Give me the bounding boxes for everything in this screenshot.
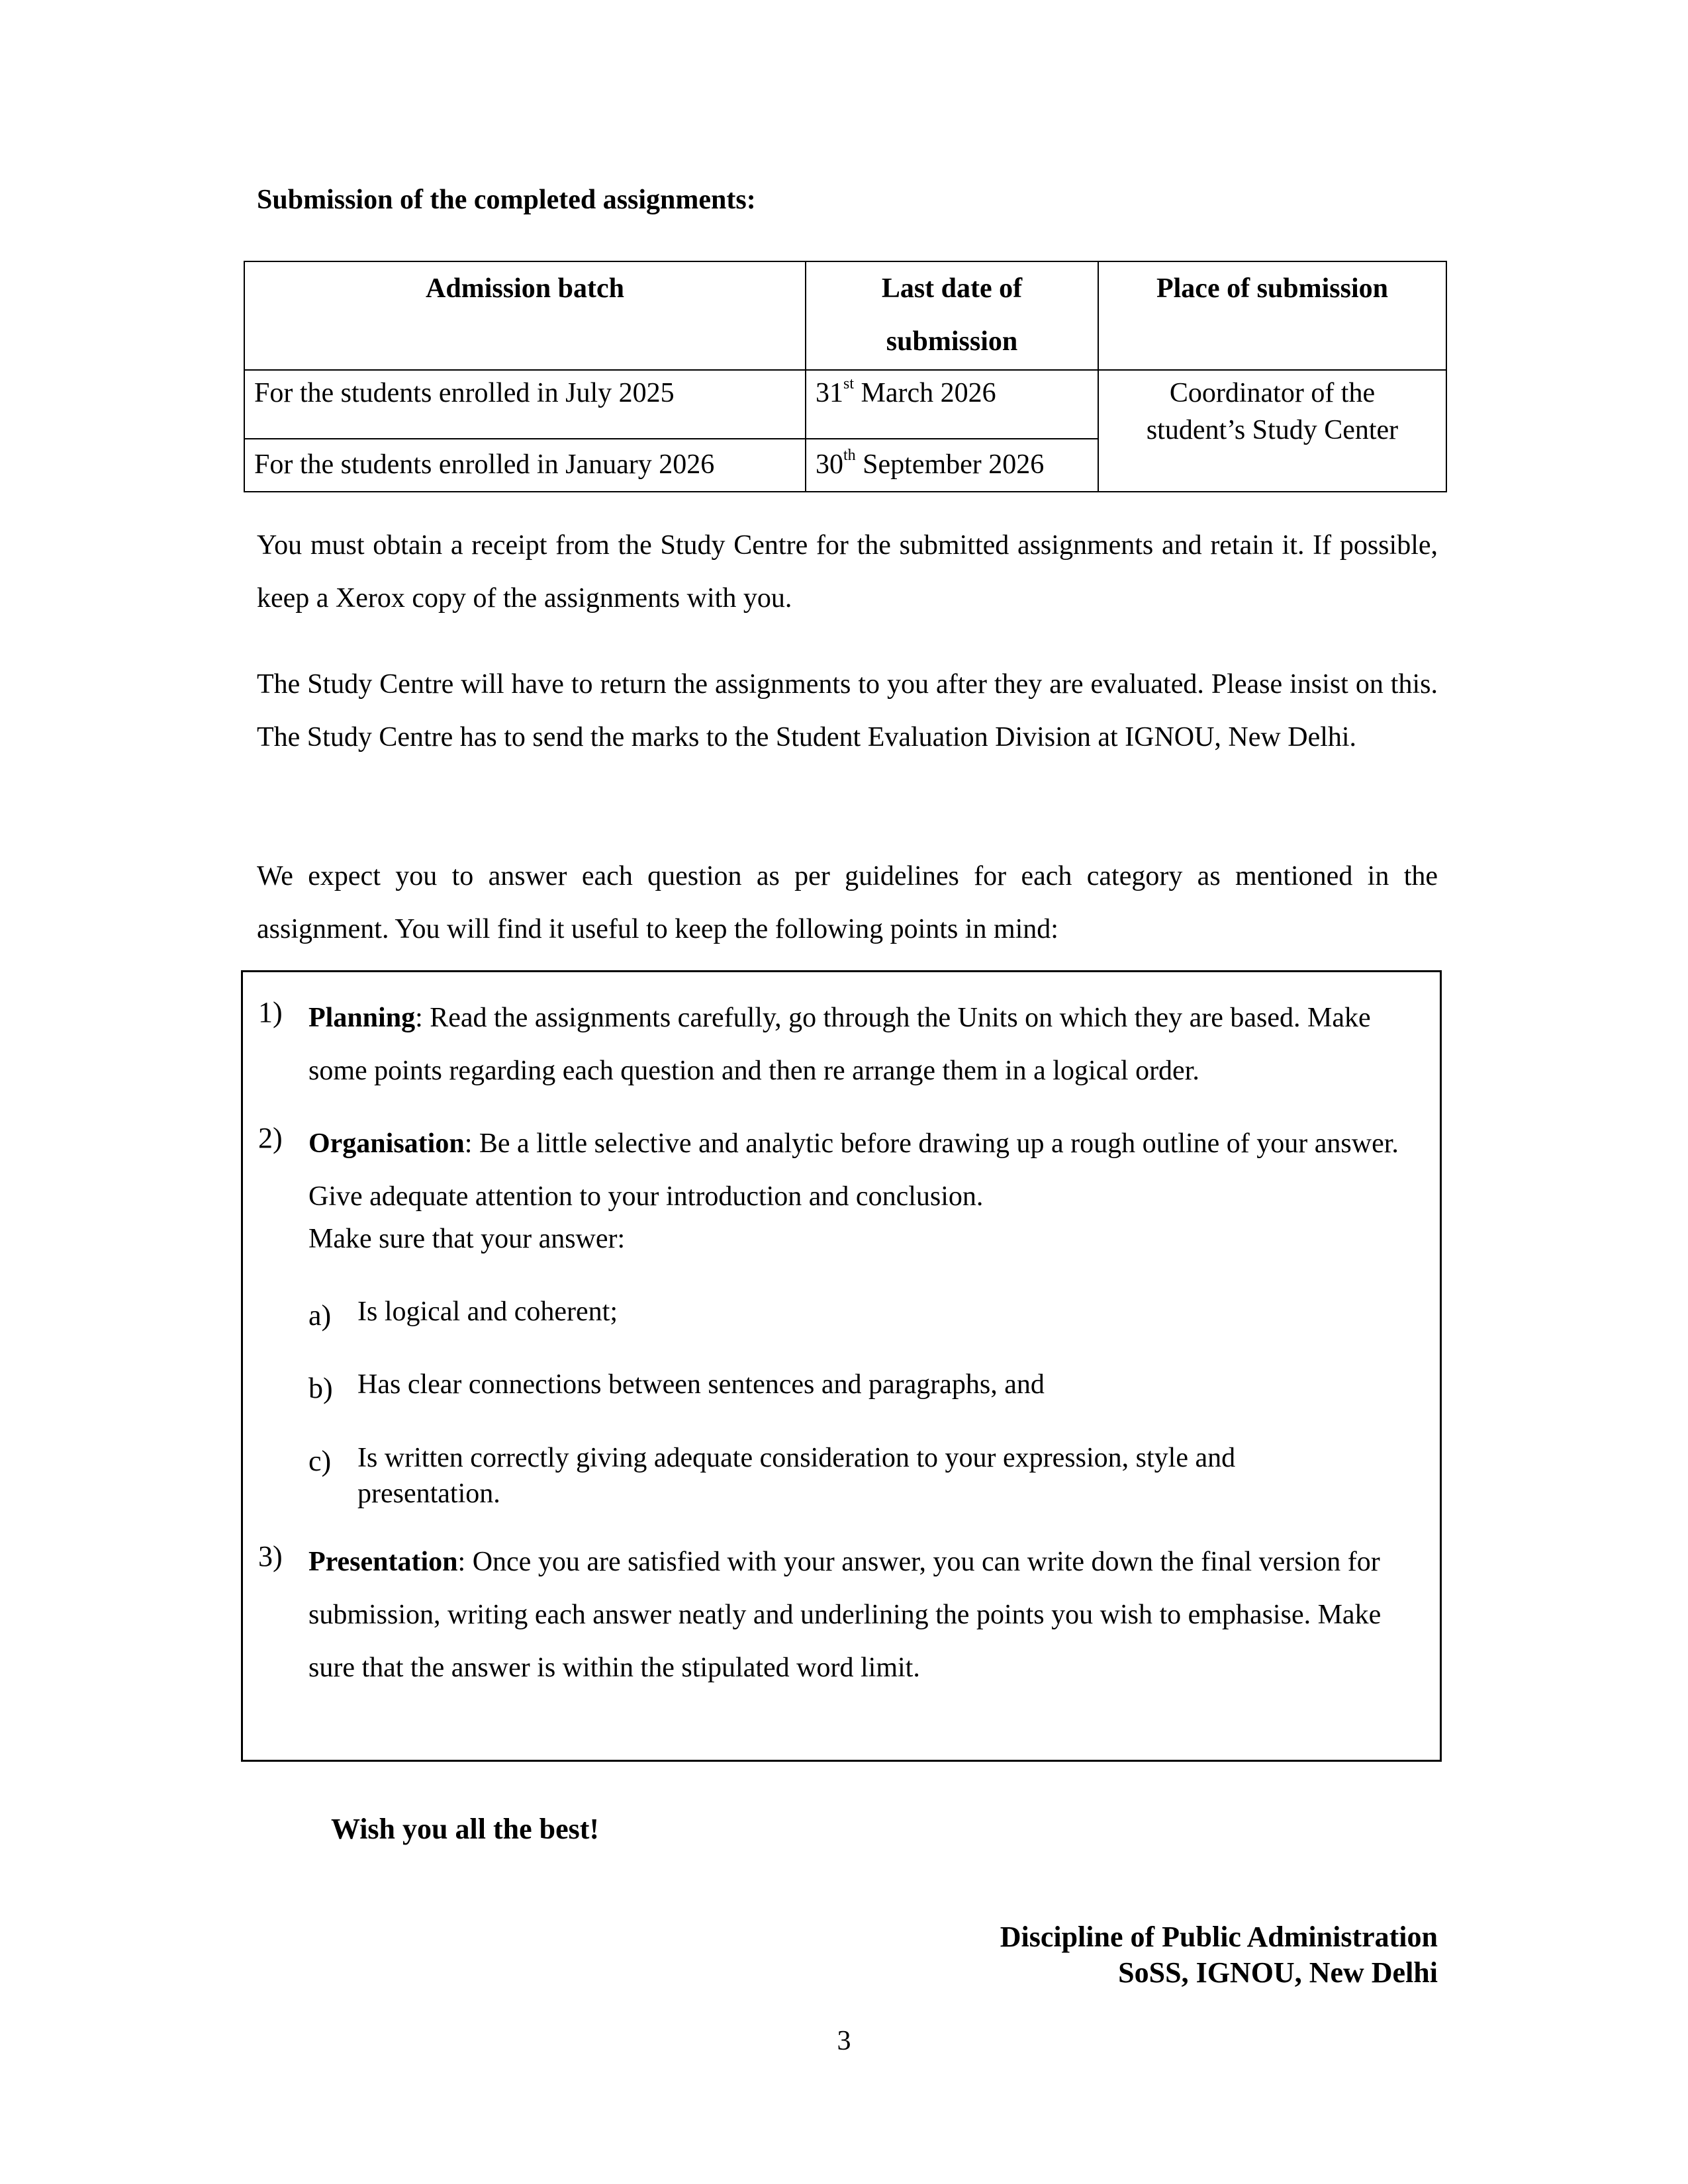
point-organisation: Organisation: Be a little selective and analytic before drawing up a rough outline of your answer. Give adequate attention to your introduction and conclusion. — [308, 1128, 1399, 1212]
subpoint-correct: Is written correctly giving adequate consideration to your expression, style and presentation. — [357, 1443, 1236, 1509]
signature-line: Discipline of Public Administration — [1000, 1921, 1438, 1953]
date-cell: 31st March 2026 — [806, 370, 1098, 439]
subpoint-number: b) — [308, 1372, 333, 1404]
page-number: 3 — [837, 2026, 851, 2056]
subpoint-number: c) — [308, 1445, 332, 1477]
place-cell: Coordinator of the student’s Study Center — [1098, 370, 1446, 492]
closing-wish: Wish you all the best! — [331, 1813, 600, 1845]
point-planning: Planning: Read the assignments carefully, go through the Units on which they are based. Make some points regarding each question and then re arrange them in a logical order. — [308, 1003, 1371, 1086]
date-cell: 30th September 2026 — [806, 439, 1098, 492]
subpoint-logical: Is logical and coherent; — [357, 1297, 618, 1327]
header-place: Place of submission — [1098, 261, 1446, 370]
signature-line: SoSS, IGNOU, New Delhi — [1118, 1956, 1438, 1989]
submission-table — [244, 261, 1447, 492]
point-number: 1) — [258, 996, 283, 1028]
table-header-row — [244, 261, 1446, 370]
subpoint-number: a) — [308, 1299, 332, 1332]
paragraph-return: The Study Centre will have to return the assignments to you after they are evaluated. Please insist on this. The Study Centre has to send the marks to the Student Evaluation Division at IGNOU, New Delhi. — [257, 669, 1438, 752]
batch-cell: For the students enrolled in July 2025 — [244, 370, 806, 439]
section-heading: Submission of the completed assignments: — [257, 185, 756, 215]
batch-cell: For the students enrolled in January 2026 — [244, 439, 806, 492]
table-row — [244, 370, 1446, 439]
paragraph-expectation: We expect you to answer each question as per guidelines for each category as mentioned in the assignment. You will find it useful to keep the following points in mind: — [257, 861, 1438, 944]
point-number: 2) — [258, 1122, 283, 1154]
subpoint-connections: Has clear connections between sentences and paragraphs, and — [357, 1369, 1045, 1400]
point-presentation: Presentation: Once you are satisfied with your answer, you can write down the final version for submission, writing each answer neatly and underlining the points you wish to emphasise. Make sure that the answer is within the stipulated word limit. — [308, 1547, 1382, 1683]
signature-block — [794, 1919, 1438, 1991]
point-number: 3) — [258, 1540, 283, 1572]
header-last-date: Last date of submission — [806, 261, 1098, 370]
point-organisation-extra: Make sure that your answer: — [308, 1224, 626, 1254]
paragraph-receipt: You must obtain a receipt from the Study Centre for the submitted assignments and retain it. If possible, keep a Xerox copy of the assignments with you. — [257, 530, 1438, 614]
header-admission-batch: Admission batch — [244, 261, 806, 370]
